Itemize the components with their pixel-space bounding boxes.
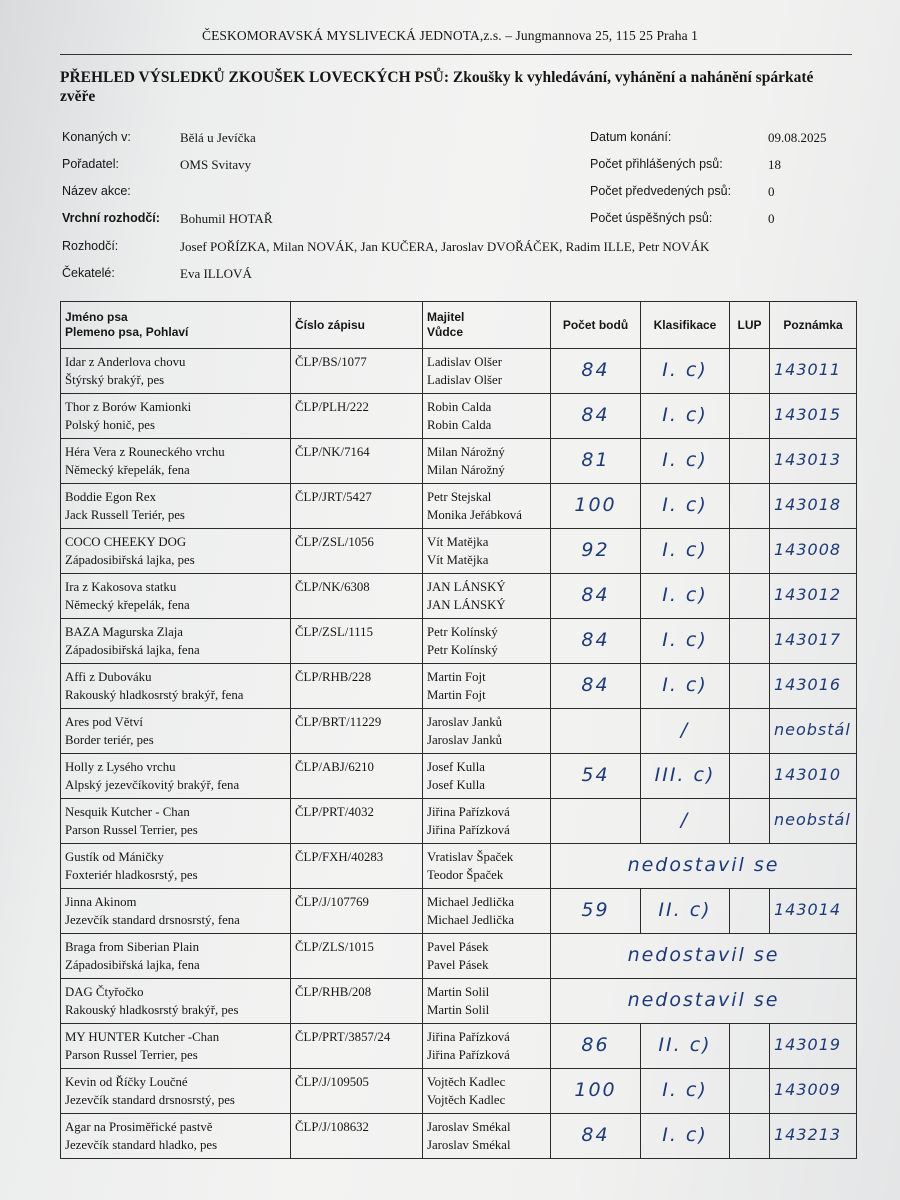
lup-cell <box>730 394 770 439</box>
handler-name: Teodor Špaček <box>427 868 504 882</box>
event-label: Název akce: <box>62 184 131 198</box>
points-cell <box>551 709 641 754</box>
points-cell <box>551 529 641 574</box>
table-row <box>61 484 857 529</box>
absence-cell <box>551 979 857 1024</box>
table-row <box>61 1024 857 1069</box>
table-row <box>61 709 857 754</box>
handler-name: Jaroslav Smékal <box>427 1138 511 1152</box>
presented-label: Počet předvedených psů: <box>590 184 732 198</box>
points-cell <box>551 574 641 619</box>
dog-cell <box>61 394 291 439</box>
registration-cell: ČLP/BRT/11229 <box>291 709 423 754</box>
dog-cell <box>61 484 291 529</box>
dog-name: Agar na Prosiměřické pastvě <box>65 1120 213 1134</box>
handler-name: Ladislav Olšer <box>427 373 502 387</box>
owner-cell <box>423 1069 551 1114</box>
classification-value: I. c) <box>662 1079 708 1101</box>
absence-note: nedostavil se <box>627 989 780 1011</box>
points-value: 84 <box>581 674 610 696</box>
note-value: 143009 <box>774 1080 842 1099</box>
dog-breed: Jezevčík standard drsnosrstý, pes <box>65 1093 235 1107</box>
note-value: neobstál <box>774 720 851 739</box>
dog-name: Ira z Kakosova statku <box>65 580 177 594</box>
table-row <box>61 844 857 889</box>
note-value: 143019 <box>774 1035 842 1054</box>
classification-value: I. c) <box>662 629 708 651</box>
handler-name: Michael Jedlička <box>427 913 515 927</box>
points-cell <box>551 619 641 664</box>
registration-cell: ČLP/PLH/222 <box>291 394 423 439</box>
successful-label: Počet úspěšných psů: <box>590 211 713 225</box>
classification-cell <box>641 619 730 664</box>
table-row <box>61 754 857 799</box>
owner-cell <box>423 889 551 934</box>
handler-name: JAN LÁNSKÝ <box>427 598 506 612</box>
dog-name: Affi z Dubováku <box>65 670 152 684</box>
note-cell <box>770 619 857 664</box>
dog-breed: Německý křepelák, fena <box>65 598 190 612</box>
points-cell <box>551 754 641 799</box>
dog-cell <box>61 619 291 664</box>
dog-cell <box>61 754 291 799</box>
header-owner <box>423 302 551 349</box>
classification-cell <box>641 709 730 754</box>
owner-cell <box>423 484 551 529</box>
dog-breed: Západosibiřská lajka, fena <box>65 958 200 972</box>
dog-breed: Border teriér, pes <box>65 733 154 747</box>
registration-cell: ČLP/PRT/4032 <box>291 799 423 844</box>
note-value: 143018 <box>774 495 842 514</box>
owner-cell <box>423 619 551 664</box>
handler-name: Milan Nárožný <box>427 463 505 477</box>
header-registration: Číslo zápisu <box>291 302 423 349</box>
dog-cell <box>61 439 291 484</box>
note-value: 143011 <box>774 360 842 379</box>
organizer-label: Pořadatel: <box>62 157 119 171</box>
date-value: 09.08.2025 <box>768 130 827 145</box>
classification-value: I. c) <box>662 539 708 561</box>
registration-cell: ČLP/NK/7164 <box>291 439 423 484</box>
points-value: 100 <box>574 1079 617 1101</box>
owner-name: Josef Kulla <box>427 760 485 774</box>
dog-breed: Německý křepelák, fena <box>65 463 190 477</box>
owner-name: Jaroslav Janků <box>427 715 502 729</box>
owner-cell <box>423 934 551 979</box>
owner-cell <box>423 979 551 1024</box>
table-row <box>61 664 857 709</box>
header-points: Počet bodů <box>551 302 641 349</box>
registration-cell: ČLP/JRT/5427 <box>291 484 423 529</box>
dog-cell <box>61 889 291 934</box>
note-cell <box>770 349 857 394</box>
note-cell <box>770 799 857 844</box>
owner-name: Pavel Pásek <box>427 940 489 954</box>
note-cell <box>770 664 857 709</box>
lup-cell <box>730 484 770 529</box>
points-value: 84 <box>581 404 610 426</box>
points-value: 86 <box>581 1034 610 1056</box>
organizer-value: OMS Svitavy <box>180 157 252 172</box>
points-value: 84 <box>581 1124 610 1146</box>
owner-name: Ladislav Olšer <box>427 355 502 369</box>
handler-name: Jiřina Pařízková <box>427 1048 510 1062</box>
dog-name: BAZA Magurska Zlaja <box>65 625 183 639</box>
note-value: 143017 <box>774 630 842 649</box>
points-cell <box>551 394 641 439</box>
classification-cell <box>641 349 730 394</box>
owner-name: Martin Fojt <box>427 670 486 684</box>
judges-label: Rozhodčí: <box>62 239 119 253</box>
classification-value: III. c) <box>654 764 716 786</box>
owner-name: Martin Solil <box>427 985 490 999</box>
judges-value: Josef POŘÍZKA, Milan NOVÁK, Jan KUČERA, Jaroslav DVOŘÁČEK, Radim ILLE, Petr NOVÁK <box>180 239 710 254</box>
classification-value: / <box>680 809 690 831</box>
registration-cell: ČLP/RHB/208 <box>291 979 423 1024</box>
note-value: 143014 <box>774 900 842 919</box>
table-row <box>61 394 857 439</box>
note-value: 143213 <box>774 1125 842 1144</box>
chief-judge-value: Bohumil HOTAŘ <box>180 211 273 226</box>
dog-breed: Západosibiřská lajka, fena <box>65 643 200 657</box>
points-value: 84 <box>581 629 610 651</box>
note-cell <box>770 1114 857 1159</box>
classification-value: I. c) <box>662 359 708 381</box>
registration-cell: ČLP/ABJ/6210 <box>291 754 423 799</box>
owner-cell <box>423 664 551 709</box>
registration-cell: ČLP/RHB/228 <box>291 664 423 709</box>
handler-name: Monika Jeřábková <box>427 508 522 522</box>
header-dog <box>61 302 291 349</box>
note-cell <box>770 1024 857 1069</box>
owner-name: Vít Matějka <box>427 535 489 549</box>
dog-name: Jinna Akinom <box>65 895 137 909</box>
classification-value: I. c) <box>662 674 708 696</box>
owner-name: Jiřina Pařízková <box>427 805 510 819</box>
organization-header: ČESKOMORAVSKÁ MYSLIVECKÁ JEDNOTA,z.s. – Jungmannova 25, 115 25 Praha 1 <box>201 28 699 43</box>
classification-cell <box>641 754 730 799</box>
points-cell <box>551 1069 641 1114</box>
dog-name: COCO CHEEKY DOG <box>65 535 187 549</box>
dog-name: Braga from Siberian Plain <box>65 940 199 954</box>
classification-value: II. c) <box>658 899 712 921</box>
note-value: 143010 <box>774 765 842 784</box>
dog-name: Thor z Borów Kamionki <box>65 400 192 414</box>
absence-note: nedostavil se <box>627 854 780 876</box>
points-cell <box>551 484 641 529</box>
dog-name: DAG Čtyřočko <box>65 985 144 999</box>
table-row <box>61 574 857 619</box>
table-row <box>61 349 857 394</box>
handler-name: Pavel Pásek <box>427 958 489 972</box>
dog-breed: Parson Russel Terrier, pes <box>65 823 198 837</box>
dog-breed: Alpský jezevčíkovitý brakýř, fena <box>65 778 240 792</box>
dog-cell <box>61 799 291 844</box>
classification-cell <box>641 574 730 619</box>
header-handler-line: Vůdce <box>427 325 464 339</box>
registration-cell: ČLP/ZSL/1056 <box>291 529 423 574</box>
lup-cell <box>730 799 770 844</box>
lup-cell <box>730 349 770 394</box>
owner-name: Petr Stejskal <box>427 490 492 504</box>
classification-value: II. c) <box>658 1034 712 1056</box>
classification-value: I. c) <box>662 584 708 606</box>
document-title: PŘEHLED VÝSLEDKŮ ZKOUŠEK LOVECKÝCH PSŮ: Zkoušky k vyhledávání, vyhánění a nahánění spárkaté zvěře <box>60 69 814 105</box>
location-label: Konaných v: <box>62 130 131 144</box>
date-label: Datum konání: <box>590 130 672 144</box>
handler-name: Martin Fojt <box>427 688 486 702</box>
dog-name: Nesquik Kutcher - Chan <box>65 805 190 819</box>
owner-name: Jaroslav Smékal <box>427 1120 511 1134</box>
dog-cell <box>61 1114 291 1159</box>
dog-cell <box>61 1069 291 1114</box>
dog-name: Gustík od Máničky <box>65 850 164 864</box>
dog-breed: Foxteriér hladkosrstý, pes <box>65 868 198 882</box>
classification-cell <box>641 484 730 529</box>
classification-value: I. c) <box>662 449 708 471</box>
points-cell <box>551 349 641 394</box>
registered-label: Počet přihlášených psů: <box>590 157 723 171</box>
owner-name: Robin Calda <box>427 400 492 414</box>
classification-cell <box>641 1024 730 1069</box>
note-cell <box>770 1069 857 1114</box>
dog-breed: Jezevčík standard hladko, pes <box>65 1138 218 1152</box>
note-value: 143008 <box>774 540 842 559</box>
registration-cell: ČLP/BS/1077 <box>291 349 423 394</box>
owner-name: Vratislav Špaček <box>427 850 514 864</box>
points-value: 100 <box>574 494 617 516</box>
classification-cell <box>641 439 730 484</box>
lup-cell <box>730 619 770 664</box>
trainee-label: Čekatelé: <box>62 266 115 280</box>
registration-cell: ČLP/ZSL/1115 <box>291 619 423 664</box>
classification-cell <box>641 1114 730 1159</box>
header-owner-line: Majitel <box>427 310 465 324</box>
table-header-row <box>61 302 857 349</box>
points-cell <box>551 889 641 934</box>
owner-cell <box>423 349 551 394</box>
note-cell <box>770 529 857 574</box>
lup-cell <box>730 1024 770 1069</box>
lup-cell <box>730 754 770 799</box>
dog-breed: Rakouský hladkosrstý brakýř, pes <box>65 1003 239 1017</box>
registration-cell: ČLP/PRT/3857/24 <box>291 1024 423 1069</box>
header-dog-breed: Plemeno psa, Pohlaví <box>65 325 189 339</box>
dog-cell <box>61 934 291 979</box>
table-row <box>61 979 857 1024</box>
classification-cell <box>641 1069 730 1114</box>
table-row <box>61 934 857 979</box>
table-row <box>61 1114 857 1159</box>
results-body <box>61 349 857 1159</box>
owner-cell <box>423 529 551 574</box>
points-cell <box>551 1114 641 1159</box>
points-cell <box>551 664 641 709</box>
classification-value: I. c) <box>662 494 708 516</box>
owner-cell <box>423 844 551 889</box>
lup-cell <box>730 529 770 574</box>
owner-name: Petr Kolínský <box>427 625 498 639</box>
classification-cell <box>641 664 730 709</box>
points-value: 84 <box>581 584 610 606</box>
note-value: 143015 <box>774 405 842 424</box>
table-row <box>61 1069 857 1114</box>
dog-cell <box>61 709 291 754</box>
points-value: 54 <box>581 764 610 786</box>
dog-breed: Štýrský brakýř, pes <box>65 373 165 387</box>
classification-cell <box>641 394 730 439</box>
lup-cell <box>730 1114 770 1159</box>
dog-name: Holly z Lysého vrchu <box>65 760 176 774</box>
dog-breed: Jezevčík standard drsnosrstý, fena <box>65 913 240 927</box>
table-row <box>61 799 857 844</box>
successful-value: 0 <box>768 211 775 226</box>
dog-name: MY HUNTER Kutcher -Chan <box>65 1030 220 1044</box>
classification-cell <box>641 889 730 934</box>
presented-value: 0 <box>768 184 775 199</box>
owner-name: Vojtěch Kadlec <box>427 1075 506 1089</box>
owner-cell <box>423 1114 551 1159</box>
registration-cell: ČLP/ZLS/1015 <box>291 934 423 979</box>
handler-name: Vít Matějka <box>427 553 489 567</box>
location-value: Bělá u Jevíčka <box>180 130 256 145</box>
dog-cell <box>61 574 291 619</box>
lup-cell <box>730 709 770 754</box>
dog-cell <box>61 664 291 709</box>
owner-cell <box>423 439 551 484</box>
classification-value: I. c) <box>662 1124 708 1146</box>
points-cell <box>551 799 641 844</box>
note-value: 143013 <box>774 450 842 469</box>
dog-name: Ares pod Větví <box>65 715 143 729</box>
owner-cell <box>423 1024 551 1069</box>
note-cell <box>770 394 857 439</box>
registration-cell: ČLP/NK/6308 <box>291 574 423 619</box>
registration-cell: ČLP/J/107769 <box>291 889 423 934</box>
note-value: 143016 <box>774 675 842 694</box>
registration-cell: ČLP/J/109505 <box>291 1069 423 1114</box>
dog-name: Idar z Anderlova chovu <box>65 355 186 369</box>
handler-name: Vojtěch Kadlec <box>427 1093 506 1107</box>
note-cell <box>770 889 857 934</box>
note-cell <box>770 484 857 529</box>
dog-cell <box>61 349 291 394</box>
owner-name: Jiřina Pařízková <box>427 1030 510 1044</box>
owner-name: JAN LÁNSKÝ <box>427 580 506 594</box>
owner-cell <box>423 709 551 754</box>
owner-cell <box>423 754 551 799</box>
classification-cell <box>641 799 730 844</box>
chief-judge-label: Vrchní rozhodčí: <box>62 211 160 225</box>
lup-cell <box>730 439 770 484</box>
points-value: 59 <box>581 899 610 921</box>
registration-cell: ČLP/J/108632 <box>291 1114 423 1159</box>
lup-cell <box>730 664 770 709</box>
absence-note: nedostavil se <box>627 944 780 966</box>
classification-value: I. c) <box>662 404 708 426</box>
registration-cell: ČLP/FXH/40283 <box>291 844 423 889</box>
dog-name: Boddie Egon Rex <box>65 490 156 504</box>
owner-cell <box>423 394 551 439</box>
owner-name: Michael Jedlička <box>427 895 515 909</box>
header-note: Poznámka <box>770 302 857 349</box>
points-cell <box>551 439 641 484</box>
note-cell <box>770 754 857 799</box>
table-row <box>61 529 857 574</box>
classification-cell <box>641 529 730 574</box>
handler-name: Josef Kulla <box>427 778 485 792</box>
handler-name: Petr Kolínský <box>427 643 498 657</box>
owner-name: Milan Nárožný <box>427 445 505 459</box>
header-dog-name: Jméno psa <box>65 310 128 324</box>
handler-name: Robin Calda <box>427 418 492 432</box>
dog-cell <box>61 1024 291 1069</box>
points-cell <box>551 1024 641 1069</box>
dog-cell <box>61 979 291 1024</box>
dog-cell <box>61 844 291 889</box>
absence-cell <box>551 844 857 889</box>
lup-cell <box>730 1069 770 1114</box>
handler-name: Martin Solil <box>427 1003 490 1017</box>
dog-breed: Polský honič, pes <box>65 418 155 432</box>
dog-breed: Rakouský hladkosrstý brakýř, fena <box>65 688 244 702</box>
handler-name: Jaroslav Janků <box>427 733 502 747</box>
table-row <box>61 439 857 484</box>
dog-breed: Parson Russel Terrier, pes <box>65 1048 198 1062</box>
note-cell <box>770 709 857 754</box>
owner-cell <box>423 799 551 844</box>
header-lup: LUP <box>730 302 770 349</box>
lup-cell <box>730 574 770 619</box>
note-cell <box>770 574 857 619</box>
note-value: 143012 <box>774 585 842 604</box>
note-value: neobstál <box>774 810 851 829</box>
points-value: 92 <box>581 539 610 561</box>
lup-cell <box>730 889 770 934</box>
header-rule <box>60 54 852 55</box>
owner-cell <box>423 574 551 619</box>
dog-breed: Západosibiřská lajka, pes <box>65 553 195 567</box>
table-row <box>61 889 857 934</box>
absence-cell <box>551 934 857 979</box>
classification-value: / <box>680 719 690 741</box>
dog-cell <box>61 529 291 574</box>
points-value: 84 <box>581 359 610 381</box>
dog-name: Kevin od Říčky Loučné <box>65 1075 188 1089</box>
dog-breed: Jack Russell Teriér, pes <box>65 508 185 522</box>
registered-value: 18 <box>768 157 781 172</box>
results-table <box>60 301 857 1159</box>
handler-name: Jiřina Pařízková <box>427 823 510 837</box>
table-row <box>61 619 857 664</box>
points-value: 81 <box>581 449 610 471</box>
note-cell <box>770 439 857 484</box>
trainee-value: Eva ILLOVÁ <box>180 266 252 281</box>
dog-name: Héra Vera z Rouneckého vrchu <box>65 445 225 459</box>
header-classification: Klasifikace <box>641 302 730 349</box>
